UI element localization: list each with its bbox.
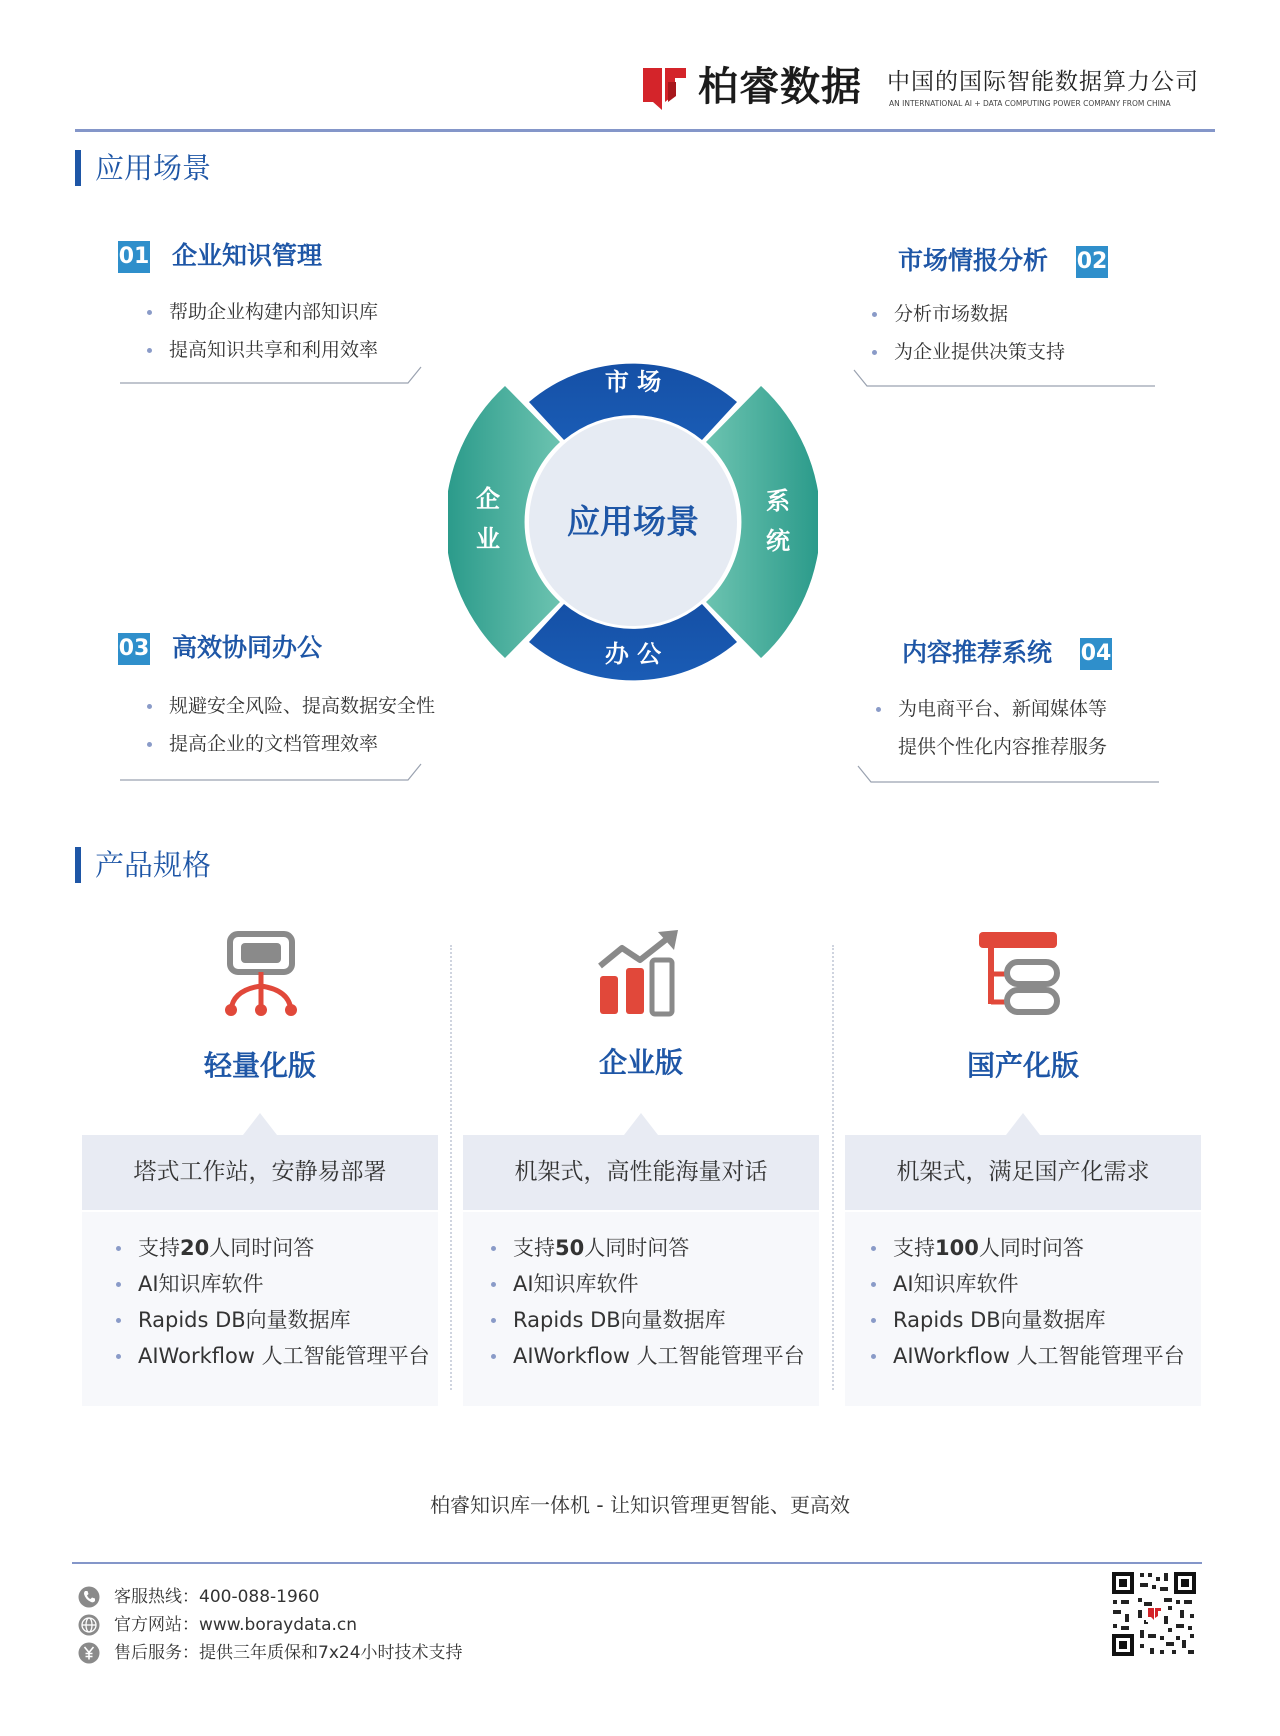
ring-top-label: 市 场 [604, 368, 662, 396]
bullet [491, 1318, 496, 1323]
ring-center-label: 应用场景 [567, 502, 699, 541]
spec-title: 国产化版 [966, 1049, 1079, 1082]
bullet [871, 1282, 876, 1287]
scenario-badge-01: 01 [118, 241, 150, 273]
scenario-list-04 [872, 690, 1107, 766]
scenario-list-03 [143, 687, 435, 763]
spec-features [463, 1212, 819, 1406]
ring-bottom-label: 办 公 [604, 640, 662, 668]
bullet [871, 1246, 876, 1251]
spec-title: 轻量化版 [203, 1049, 316, 1082]
feature-list [487, 1230, 805, 1374]
brand-tagline: 中国的国际智能数据算力公司 [887, 69, 1199, 95]
bullet [147, 704, 152, 709]
scenario-badge-03: 03 [118, 633, 150, 665]
list-item: 为电商平台、新闻媒体等 [872, 690, 1107, 728]
section-title: 产品规格 [95, 848, 212, 882]
server-stack-icon [977, 930, 1067, 1020]
brand-name: 柏睿数据 [698, 64, 862, 110]
bullet [147, 742, 152, 747]
list-item: 提高企业的文档管理效率 [143, 725, 435, 763]
ring-right-label-2: 统 [766, 527, 790, 555]
bullet [872, 350, 877, 355]
list-item: 分析市场数据 [868, 295, 1065, 333]
list-item: AIWorkflow 人工智能管理平台 [112, 1338, 430, 1374]
section-bar [75, 150, 81, 186]
column-divider [832, 945, 834, 1390]
scenario-underline [118, 760, 423, 782]
section-bar [75, 847, 81, 883]
list-item: 支持100人同时问答 [867, 1230, 1185, 1266]
list-item: AI知识库软件 [112, 1266, 430, 1302]
list-item: Rapids DB向量数据库 [867, 1302, 1185, 1338]
list-item: AIWorkflow 人工智能管理平台 [487, 1338, 805, 1374]
list-item: Rapids DB向量数据库 [487, 1302, 805, 1338]
spec-pointer [243, 1113, 277, 1135]
ring-left-label-1: 企 [476, 485, 500, 513]
spec-pointer [624, 1113, 658, 1135]
list-item: 支持20人同时问答 [112, 1230, 430, 1266]
bullet [147, 348, 152, 353]
spec-form: 机架式，满足国产化需求 [845, 1135, 1201, 1210]
list-item: 规避安全风险、提高数据安全性 [143, 687, 435, 725]
scenario-title-04: 内容推荐系统 [902, 638, 1053, 667]
bullet [116, 1318, 121, 1323]
scenario-underline [118, 363, 423, 385]
section-title: 应用场景 [95, 151, 212, 185]
feature-list [112, 1230, 430, 1374]
page-header [75, 55, 1215, 133]
feature-list [867, 1230, 1185, 1374]
list-item: 提高知识共享和利用效率 [143, 331, 378, 369]
bullet [116, 1354, 121, 1359]
bullet [871, 1354, 876, 1359]
bullet [876, 707, 881, 712]
bullet [491, 1282, 496, 1287]
header-rule [75, 129, 1215, 132]
ring-labels [448, 352, 818, 682]
list-item: AIWorkflow 人工智能管理平台 [867, 1338, 1185, 1374]
bullet [116, 1246, 121, 1251]
list-item: Rapids DB向量数据库 [112, 1302, 430, 1338]
spec-features [845, 1212, 1201, 1406]
qr-code-icon [1110, 1570, 1198, 1658]
globe-icon [78, 1614, 100, 1636]
ring-right-label-1: 系 [766, 487, 790, 515]
scenario-badge-04: 04 [1080, 638, 1112, 670]
list-item: 为企业提供决策支持 [868, 333, 1065, 371]
spec-pointer [1006, 1113, 1040, 1135]
list-item: AI知识库软件 [867, 1266, 1185, 1302]
bullet [491, 1246, 496, 1251]
boray-logo-icon [640, 64, 690, 114]
list-item: 帮助企业构建内部知识库 [143, 293, 378, 331]
brand-tagline-en: AN INTERNATIONAL AI + DATA COMPUTING POWER COMPANY FROM CHINA [889, 99, 1171, 108]
spec-features [82, 1212, 438, 1406]
bullet [147, 310, 152, 315]
bullet [491, 1354, 496, 1359]
ring-left-label-2: 业 [476, 525, 500, 553]
scenario-underline [852, 366, 1157, 388]
list-item: 支持50人同时问答 [487, 1230, 805, 1266]
spec-form: 塔式工作站，安静易部署 [82, 1135, 438, 1210]
slogan: 柏睿知识库一体机 - 让知识管理更智能、更高效 [430, 1493, 850, 1517]
list-item: 提供个性化内容推荐服务 [898, 736, 1108, 758]
growth-chart-icon [596, 930, 686, 1020]
yuan-icon [78, 1642, 100, 1664]
column-divider [450, 945, 452, 1390]
footer-rule [72, 1562, 1202, 1564]
phone-icon [78, 1586, 100, 1608]
spec-title: 企业版 [598, 1046, 683, 1079]
list-item: AI知识库软件 [487, 1266, 805, 1302]
scenario-underline [856, 762, 1161, 784]
scenario-list-02 [868, 295, 1065, 371]
scenario-title-03: 高效协同办公 [172, 633, 323, 662]
bullet [872, 312, 877, 317]
scenario-title-02: 市场情报分析 [898, 246, 1049, 275]
scenario-badge-02: 02 [1076, 246, 1108, 278]
bullet [116, 1282, 121, 1287]
network-tree-icon [217, 930, 307, 1020]
scenario-title-01: 企业知识管理 [172, 241, 323, 270]
bullet [871, 1318, 876, 1323]
spec-form: 机架式，高性能海量对话 [463, 1135, 819, 1210]
scenario-list-01 [143, 293, 378, 369]
